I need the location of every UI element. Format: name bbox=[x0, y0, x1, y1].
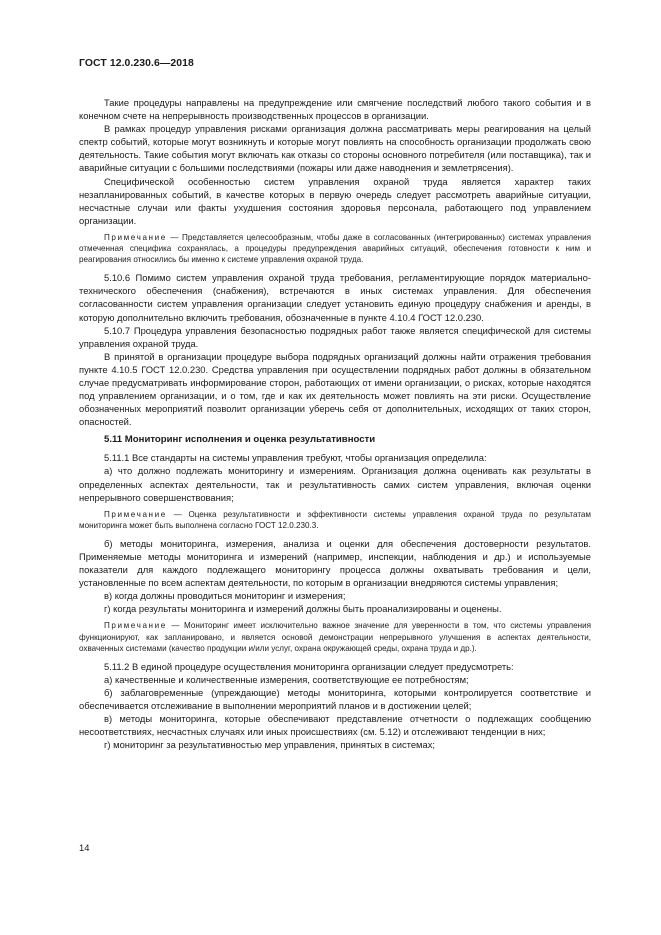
list-item: б) методы мониторинга, измерения, анализа и оценки для обеспечения достоверности результатов. Применяемые методы мониторинга и измерений (например, инспекции, наблюдения и др.) и используемые показатели для каждого подлежащего мониторингу процесса должны охватывать требования и цели, установленные по всем аспектам деятельности, по которым в организации внедряются системы управления; bbox=[79, 537, 591, 589]
list-item: в) методы мониторинга, которые обеспечивают представление отчетности о подлежащих сообщению несоответствиях, несчастных случаях или иных происшествиях (см. 5.12) и отслеживают тенденции в них; bbox=[79, 713, 591, 738]
paragraph: 5.11.1 Все стандарты на системы управления требуют, чтобы организация определила: bbox=[104, 452, 487, 464]
list-item: а) что должно подлежать мониторингу и измерениям. Организация должна оценивать как результаты в определенных аспектах деятельности, так и результативность самих систем управления, включая оценки непрерывного совершенствования; bbox=[79, 465, 591, 503]
note-label: Примечание bbox=[104, 621, 167, 631]
list-item: г) мониторинг за результативностью мер управления, принятых в системах; bbox=[104, 739, 435, 751]
note-text: — Мониторинг имеет исключительно важное значение для уверенности в том, что системы управления функционируют, как запланировано, и является основой демонстрации непрерывного улучшения в аспектах деятельности, охваченных системами (качество продукции и/или услуг, охрана окружающей среды, охрана труда и др.). bbox=[79, 621, 591, 653]
page-number: 14 bbox=[79, 842, 90, 853]
section-heading: 5.11 Мониторинг исполнения и оценка результативности bbox=[104, 434, 376, 446]
document-header: ГОСТ 12.0.230.6—2018 bbox=[79, 58, 194, 69]
paragraph: 5.10.6 Помимо систем управления охраной труда требования, регламентирующие порядок материально-технического обеспечения (снабжения), встречаются в иных системах управления. Для обеспечения согласованности систем управления организации следует установить единую процедуру снабжения и аренды, в которую дополнительно включить требования, обозначенные в пункте 4.10.4 ГОСТ 12.0.230. bbox=[79, 272, 591, 323]
note-label: Примечание bbox=[104, 232, 167, 242]
note-text: — Представляется целесообразным, чтобы даже в согласованных (интегрированных) системах управления отмеченная специфика сохранялась, а процедуры предупреждения аварийных ситуаций, обеспечения готовности к ним и реагирования относились бы именно к системе управления охраной труда. bbox=[79, 232, 591, 265]
list-item: а) качественные и количественные измерения, соответствующие ее потребностям; bbox=[104, 673, 469, 685]
paragraph: 5.10.7 Процедура управления безопасностью подрядных работ также является специфической для системы управления охраной труда. bbox=[79, 324, 591, 349]
note bbox=[79, 232, 591, 265]
paragraph: Специфической особенностью систем управления охраной труда является характер таких незапланированных событий, в качестве которых в первую очередь следует рассмотреть аварийные ситуации, несчастные случаи или факты ухудшения состояния здоровья персонала, работающего под управлением организации. bbox=[79, 175, 591, 226]
note-text: — Оценка результативности и эффективности системы управления охраной труда по результатам мониторинга может быть выполнена согласно ГОСТ 12.0.230.3. bbox=[79, 509, 591, 530]
note bbox=[79, 509, 591, 531]
list-item: в) когда должны проводиться мониторинг и измерения; bbox=[104, 590, 346, 602]
paragraph: Такие процедуры направлены на предупреждение или смягчение последствий любого такого события и в конечном счете на непрерывность производственных процессов в организации. bbox=[79, 97, 591, 122]
paragraph: 5.11.2 В единой процедуре осуществления мониторинга организации следует предусмотреть: bbox=[104, 660, 514, 672]
paragraph: В принятой в организации процедуре выбора подрядных организаций должны найти отражения требования пункте 4.10.5 ГОСТ 12.0.230. Средства управления при осуществлении подрядных работ должны в обязательном случае предусматривать информирование сторон, работающих от имени организации, о рисках, которые находятся под управлением организации, и о том, где и как их деятельность может повлиять на эти риски. Осуществление обозначенных мероприятий позволит организации уберечь себя от дополнительных, исходящих от таких сторон, опасностей. bbox=[79, 350, 591, 428]
note-label: Примечание bbox=[104, 509, 167, 519]
list-item: б) заблаговременные (упреждающие) методы мониторинга, которыми контролируется соответствие и обеспечивается отслеживание в выполнении мероприятий планов и в достижении целей; bbox=[79, 686, 591, 712]
page-body bbox=[79, 96, 591, 751]
note bbox=[79, 620, 591, 653]
paragraph: В рамках процедур управления рисками организация должна рассматривать меры реагирования на целый спектр событий, которые могут возникнуть и которые могут повлиять на способность организации продолжать свою деятельность. Такие события могут включать как отказы со стороны основного потребителя (или поставщика), так и аварийные ситуации с большими последствиями (пожары или даже наводнения и землетрясения). bbox=[79, 123, 591, 174]
list-item: г) когда результаты мониторинга и измерений должны быть проанализированы и оценены. bbox=[104, 603, 502, 615]
